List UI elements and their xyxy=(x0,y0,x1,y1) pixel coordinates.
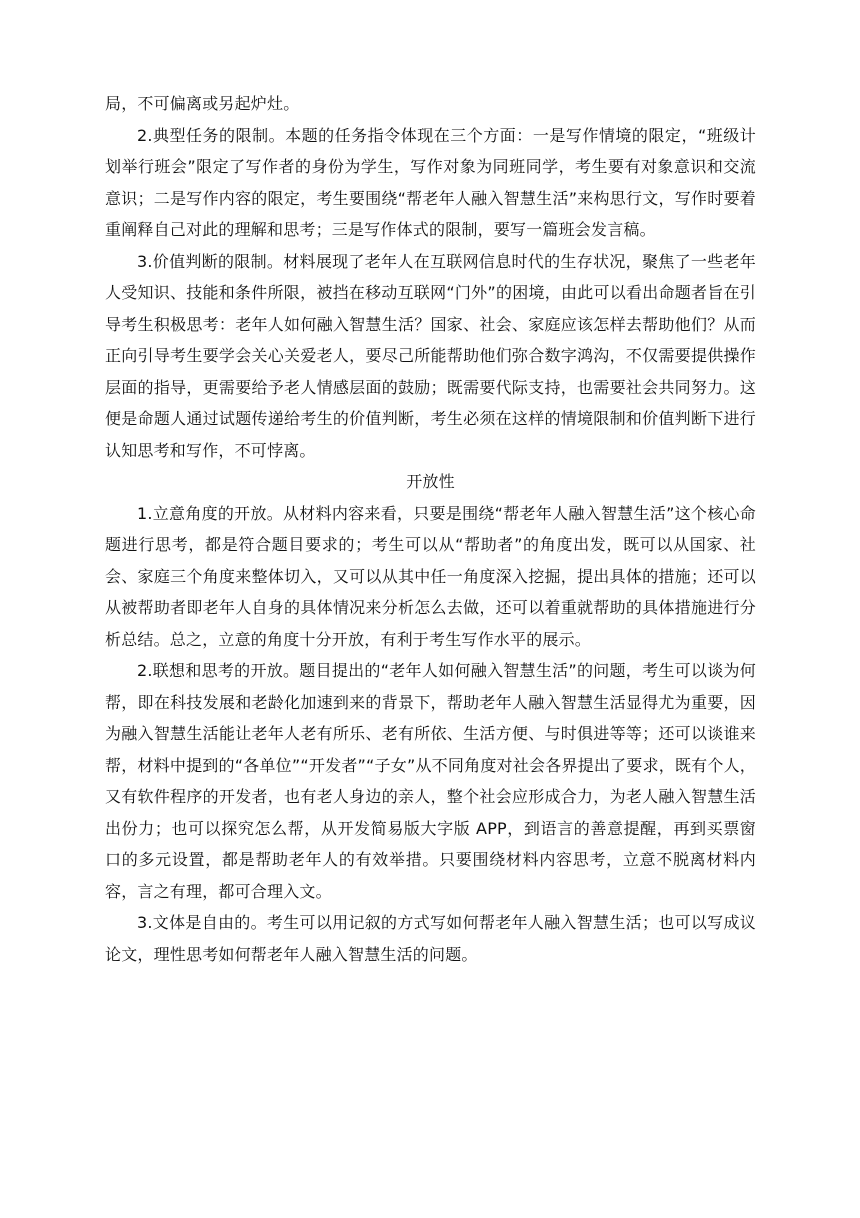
document-page xyxy=(105,88,756,970)
paragraph-continuation: 局，不可偏离或另起炉灶。 xyxy=(105,94,300,113)
paragraph-value-judgment: 3.价值判断的限制。材料展现了老年人在互联网信息时代的生存状况，聚焦了一些老年人受知识、技能和条件所限，被挡在移动互联网“门外”的困境，由此可以看出命题者旨在引导考生积极思考：老年人如何融入智慧生活？国家、社会、家庭应该怎样去帮助他们？从而正向引导考生要学会关心关爱老人，要尽己所能帮助他们弥合数字鸿沟，不仅需要提供操作层面的指导，更需要给予老人情感层面的鼓励；既需要代际支持，也需要社会共同努力。这便是命题人通过试题传递给考生的价值判断，考生必须在这样的情境限制和价值判断下进行认知思考和写作，不可悖离。 xyxy=(105,251,756,460)
paragraph-angle-openness: 1.立意角度的开放。从材料内容来看，只要是围绕“帮老年人融入智慧生活”这个核心命题进行思考，都是符合题目要求的；考生可以从“帮助者”的角度出发，既可以从国家、社会、家庭三个角度来整体切入，又可以从其中任一角度深入挖掘，提出具体的措施；还可以从被帮助者即老年人自身的具体情况来分析怎么去做，还可以着重就帮助的具体措施进行分析总结。总之，立意的角度十分开放，有利于考生写作水平的展示。 xyxy=(105,503,756,649)
paragraph-genre-freedom: 3.文体是自由的。考生可以用记叙的方式写如何帮老年人融入智慧生活；也可以写成议论文，理性思考如何帮老年人融入智慧生活的问题。 xyxy=(105,913,756,964)
paragraph-typical-task: 2.典型任务的限制。本题的任务指令体现在三个方面：一是写作情境的限定，“班级计划举行班会”限定了写作者的身份为学生，写作对象为同班同学，考生要有对象意识和交流意识；二是写作内容的限定，考生要围绕“帮老年人融入智慧生活”来构思行文，写作时要着重阐释自己对此的理解和思考；三是写作体式的限制，要写一篇班会发言稿。 xyxy=(105,125,756,239)
paragraph-association-openness: 2.联想和思考的开放。题目提出的“老年人如何融入智慧生活”的问题，考生可以谈为何帮，即在科技发展和老龄化加速到来的背景下，帮助老年人融入智慧生活显得尤为重要，因为融入智慧生活能让老年人老有所乐、老有所依、生活方便、与时俱进等等；还可以谈谁来帮，材料中提到的“各单位”“开发者”“子女”从不同角度对社会各界提出了要求，既有个人，又有软件程序的开发者，也有老人身边的亲人，整个社会应形成合力，为老人融入智慧生活出份力；也可以探究怎么帮，从开发简易版大字版 APP，到语言的善意提醒，再到买票窗口的多元设置，都是帮助老年人的有效举措。只要围绕材料内容思考，立意不脱离材料内容，言之有理，都可合理入文。 xyxy=(105,661,756,901)
section-heading: 开放性 xyxy=(406,472,455,491)
